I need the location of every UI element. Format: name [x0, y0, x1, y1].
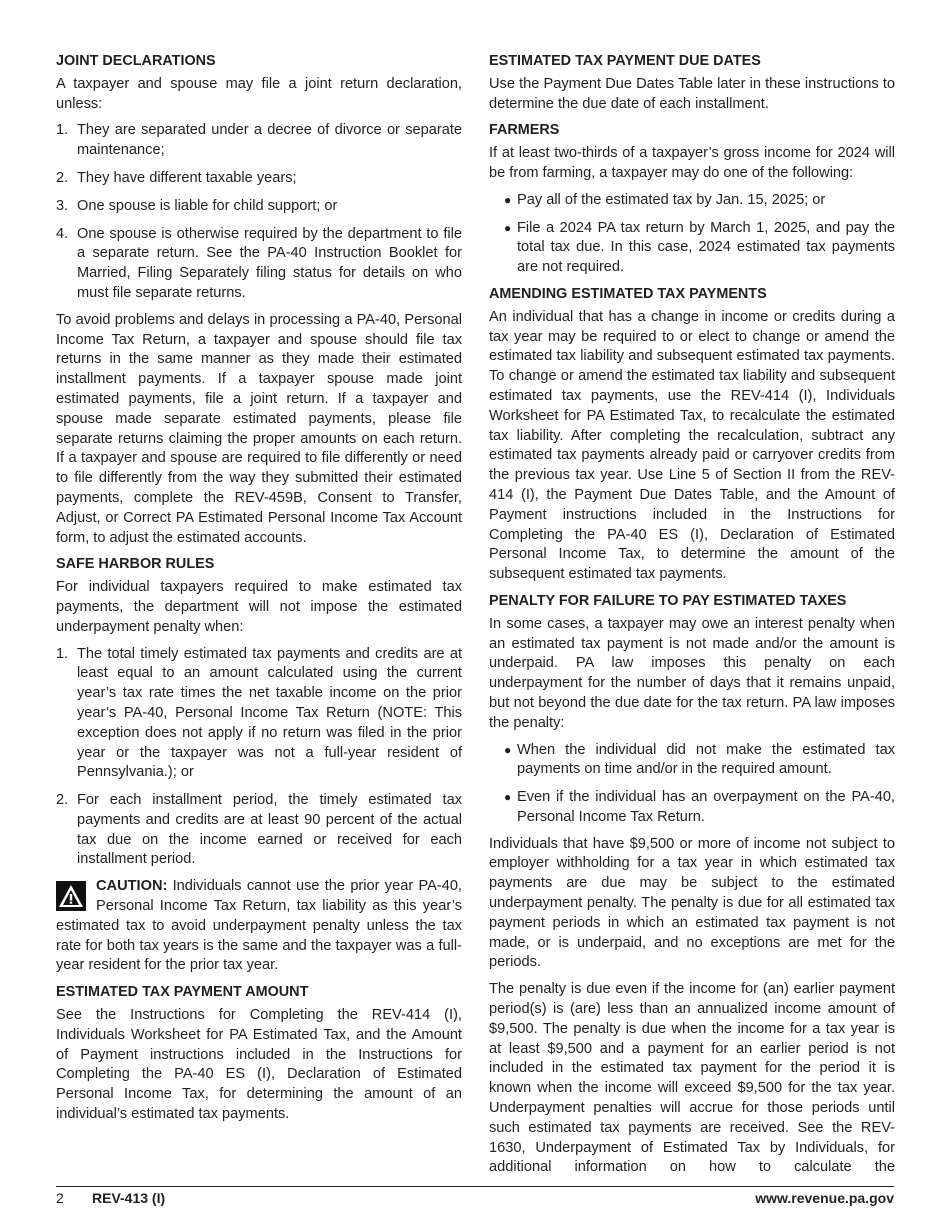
list-item-text: One spouse is otherwise required by the department to file a separate return. See the PA-40 Instruction Booklet for Married, Filing Separately filing status for details on who must file separate returns. — [77, 225, 462, 301]
numbered-list — [56, 121, 462, 303]
footer-divider — [56, 1186, 894, 1187]
form-number: REV-413 (I) — [92, 1190, 166, 1206]
paragraph: To avoid problems and delays in processing a PA-40, Personal Income Tax Return, a taxpayer and spouse should file tax returns in the same manner as they made their estimated installment payments. If a taxpayer spouse made joint estimated payments, file a joint return. If a taxpayer and spouse made separate estimated payments, please file separate returns claiming the proper amounts on each return. If a taxpayer and spouse are required to file differently or need to file differently from the way they submitted their estimated payments, complete the REV-459B, Consent to Transfer, Adjust, or Correct PA Estimated Personal Income Tax Account form, to adjust the estimated accounts. — [56, 311, 462, 546]
list-item — [56, 121, 462, 161]
caution-text: Individuals cannot use the prior year PA-40, Personal Income Tax Return, tax liability as this year’s estimated tax to avoid underpayment penalty unless the tax rate for both tax years is the same and the taxpayer was a full-year resident for the prior tax year. — [56, 878, 462, 974]
list-item — [56, 225, 462, 304]
list-item-text: One spouse is liable for child support; or — [77, 197, 338, 214]
list-item-text: They have different taxable years; — [77, 169, 297, 186]
caution-label: CAUTION: — [96, 878, 168, 895]
website-url: www.revenue.pa.gov — [755, 1190, 894, 1206]
list-item — [489, 788, 895, 828]
bullet-icon: ● — [504, 192, 512, 207]
right-column — [489, 52, 895, 1178]
bullet-list — [489, 741, 895, 828]
left-column — [56, 52, 462, 1132]
section-heading: JOINT DECLARATIONS — [56, 53, 216, 69]
paragraph: See the Instructions for Completing the REV-414 (I), Individuals Worksheet for PA Estimated Tax, and the Amount of Payment instructions included in the Instructions for Completing the PA-40 ES (I), Declaration of Estimated Personal Income Tax, for determining the amount of an individual’s estimated tax payments. — [56, 1007, 462, 1123]
list-item — [489, 219, 895, 278]
list-item-text: Pay all of the estimated tax by Jan. 15, 2025; or — [517, 191, 826, 208]
list-item-text: For each installment period, the timely estimated tax payments and credits are at least 90 percent of the actual tax due on the income earned or received for each installment period. — [77, 792, 462, 868]
list-item-text: The total timely estimated tax payments and credits are at least equal to an amount calculated using the current year’s tax rate times the net taxable income on the prior year’s PA-40, Personal Income Tax Return (NOTE: This exception does not apply if no return was filed in the prior year or the taxpayer was not a full-year resident of Pennsylvania.); or — [77, 645, 462, 781]
list-item — [56, 169, 462, 189]
paragraph: An individual that has a change in income or credits during a tax year may be required to or elect to change or amend the estimated tax liability and subsequent estimated tax payments. To change or amend the estimated tax liability and subsequent estimated tax payments, use the REV-414 (I), Individuals Worksheet for PA Estimated Tax, to recalculate the estimated tax liability. After completing the recalculation, subtract any estimated tax payments already paid or carryover credits from the previous tax year. Use Line 5 of Section II from the REV-414 (I), the Payment Due Dates Table, and the Amount of Payment instructions included in the Instructions for Completing the PA-40 ES (I), Declaration of Estimated Personal Income Tax, to determine the amount of the subsequent estimated tax payments. — [489, 308, 895, 583]
bullet-list — [489, 191, 895, 278]
list-number: 3. — [56, 197, 69, 214]
list-item — [56, 197, 462, 217]
section-heading: ESTIMATED TAX PAYMENT DUE DATES — [489, 53, 761, 69]
list-number: 1. — [56, 645, 69, 662]
section-heading: PENALTY FOR FAILURE TO PAY ESTIMATED TAXES — [489, 592, 847, 609]
list-item — [56, 645, 462, 784]
list-number: 4. — [56, 225, 69, 242]
paragraph: Use the Payment Due Dates Table later in these instructions to determine the due date of each installment. — [489, 75, 895, 112]
list-item-text: Even if the individual has an overpayment on the PA-40, Personal Income Tax Return. — [517, 789, 895, 825]
paragraph: In some cases, a taxpayer may owe an interest penalty when an estimated tax payment is not made and/or the amount is underpaid. PA law imposes this penalty on each underpayment for the number of days that it remains unpaid, but not beyond the due date for the tax return. PA law imposes the penalty: — [489, 615, 895, 731]
caution-note — [56, 877, 462, 976]
section-heading: AMENDING ESTIMATED TAX PAYMENTS — [489, 285, 767, 302]
paragraph: For individual taxpayers required to make estimated tax payments, the department will not impose the estimated underpayment penalty when: — [56, 579, 462, 635]
page-number: 2 — [56, 1190, 64, 1206]
numbered-list — [56, 645, 462, 871]
bullet-icon: ● — [504, 790, 512, 805]
paragraph: A taxpayer and spouse may file a joint return declaration, unless: — [56, 75, 462, 112]
warning-triangle-icon — [56, 881, 86, 911]
list-number: 2. — [56, 169, 69, 186]
list-number: 1. — [56, 122, 69, 139]
bullet-icon: ● — [504, 742, 512, 757]
section-heading: SAFE HARBOR RULES — [56, 556, 215, 573]
list-item — [489, 741, 895, 781]
list-item-text: They are separated under a decree of divorce or separate maintenance; — [77, 122, 462, 159]
bullet-icon: ● — [504, 220, 512, 235]
section-heading: ESTIMATED TAX PAYMENT AMOUNT — [56, 984, 309, 1001]
list-item-text: File a 2024 PA tax return by March 1, 2025, and pay the total tax due. In this case, 2024 estimated tax payments are not required. — [517, 219, 895, 276]
list-number: 2. — [56, 792, 69, 809]
list-item — [489, 191, 895, 211]
list-item-text: When the individual did not make the estimated tax payments on time and/or in the required amount. — [517, 741, 895, 778]
section-heading: FARMERS — [489, 122, 560, 139]
paragraph: The penalty is due even if the income for (an) earlier payment period(s) is (are) less than an annualized income amount of $9,500. The penalty is due when the income for a tax year is at least $9,500 and a payment for an earlier period is not included in the estimated tax payment for the period it is known when the income will exceed $9,500 for the tax year. Underpayment penalties will accrue for those periods until such estimated tax payments are received. See the REV-1630, Underpayment of Estimated Tax by Individuals, for additional information on how to calculate the — [489, 981, 895, 1176]
paragraph: Individuals that have $9,500 or more of income not subject to employer withholding for a tax year in which estimated tax payments are due may be subject to the estimated underpayment penalty. The penalty is due for all estimated tax payment periods in which an estimated tax payment is not made, or is underpaid, and no exceptions are met for the periods. — [489, 835, 895, 971]
paragraph: If at least two-thirds of a taxpayer’s gross income for 2024 will be from farming, a taxpayer may do one of the following: — [489, 145, 895, 181]
list-item — [56, 791, 462, 870]
